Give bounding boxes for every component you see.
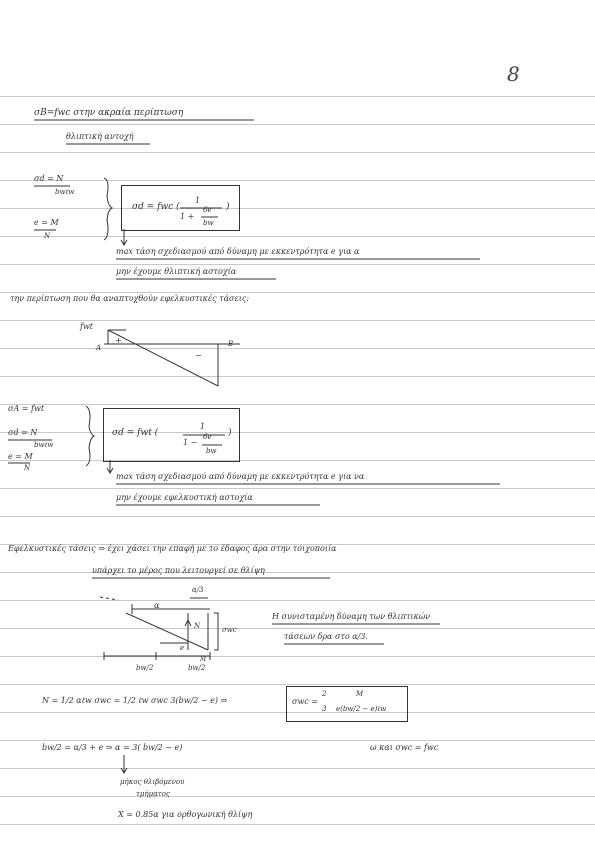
d2-label-m: M: [200, 656, 207, 663]
s1-formula-den-a: 1 +: [180, 212, 195, 221]
s4-note2: τμήματος: [136, 790, 170, 798]
s2-note2: μην έχουμε εφελκυστική αστοχία: [116, 493, 253, 502]
s2-sigma-a: σA = fwt: [8, 404, 45, 413]
s1-note2: μην έχουμε θλιπτική αστοχία: [116, 267, 237, 276]
page-number: 8: [507, 62, 520, 86]
brace-icon: [86, 406, 94, 466]
s3-line2: υπάρχει το μέρος που λειτουργεί σε θλίψη: [92, 566, 265, 575]
d2-label-a3: α/3: [192, 586, 204, 594]
d1-label-a: A: [96, 344, 102, 352]
d2-note1: Η συνισταμένη δύναμη των θλιπτικών: [272, 612, 431, 621]
s1-formula-lhs: σd = fwc (: [132, 202, 180, 212]
s1-formula-num: 1: [195, 196, 201, 205]
s1-e-den: N: [44, 232, 51, 240]
d1-label-minus: −: [195, 351, 202, 360]
s2-formula-lhs: σd = fwt (: [112, 428, 159, 438]
s2-formula-den-a: 1 −: [183, 438, 198, 447]
s1-line2: θλιπτική αντοχή: [66, 132, 134, 141]
s4-eq1-frac1-num: 2: [322, 690, 327, 698]
s4-note1: μήκος θλιβόμενου: [120, 778, 185, 786]
s4-eq1-box-lhs: σwc =: [292, 697, 319, 706]
d2-label-bw2-right: bw/2: [188, 664, 206, 672]
s2-sigma-den: bwℓw: [34, 441, 54, 449]
d2-note2: τάσεων δρα στο α/3.: [284, 632, 368, 641]
s1-note3: την περίπτωση που θα αναπτυχθούν εφελκυστικές τάσεις:: [10, 294, 250, 303]
s2-formula-den-frac-den: bw: [206, 447, 217, 455]
s1-sigma-den: bwℓw: [55, 188, 75, 196]
s4-eq2: bw/2 = α/3 + e ⇒ α = 3( bw/2 − e): [42, 743, 183, 752]
s2-e-den: N: [24, 464, 31, 472]
d1-diagonal: [108, 330, 218, 386]
s1-formula-rhs: ): [226, 202, 230, 212]
d2-label-e: e: [180, 644, 185, 652]
s2-formula-num: 1: [200, 422, 206, 431]
s1-sigma-def: σd = N: [34, 174, 64, 183]
s2-sigma-def: σd = N: [8, 428, 38, 437]
d1-label-fwt: fwt: [80, 322, 94, 331]
brace-icon: [104, 178, 112, 240]
d2-label-sigma: σwc: [222, 626, 237, 634]
s2-formula-den-frac-num: 6e: [203, 433, 212, 441]
s1-line1: σΒ=fwc στην ακραία περίπτωση: [34, 108, 184, 118]
d2-sigma-bracket: [214, 613, 218, 650]
s1-note1: max τάση σχεδιασμού από δύναμη με εκκεντρότητα e για α: [116, 247, 360, 256]
s2-note1: max τάση σχεδιασμού από δύναμη με εκκεντρότητα e για να: [116, 472, 365, 481]
s3-line1: Εφελκυστικές τάσεις ⇒ έχει χάσει την επαφή με το έδαφος άρα στην τοιχοποιία: [8, 544, 337, 553]
d2-dashed-line: [100, 597, 118, 600]
s1-formula-den-frac-den: bw: [203, 219, 214, 227]
s1-e-def: e = M: [34, 218, 59, 227]
d2-diagonal: [126, 613, 208, 650]
s4-eq2-right: ω και σwc = fwc: [370, 743, 439, 752]
s4-eq1-frac2-num: M: [356, 690, 364, 698]
d1-label-b: B: [228, 340, 234, 348]
s1-formula-den-frac-num: 6e: [203, 206, 212, 214]
d2-label-n: N: [194, 622, 201, 630]
d2-label-bw2-left: bw/2: [136, 664, 154, 672]
s4-final: X = 0.85α για ορθογωνική θλίψη: [118, 810, 253, 819]
s4-eq1-frac1-den: 3: [322, 705, 327, 713]
s4-eq1: N = 1/2 αℓw σwc = 1/2 ℓw σwc 3(bw/2 − e) ⇒: [42, 696, 228, 705]
d1-label-plus: +: [115, 336, 122, 345]
s4-eq1-frac2-den: e(bw/2 − e)ℓw: [336, 705, 387, 713]
s2-formula-rhs: ): [228, 428, 232, 438]
d2-label-a: α: [154, 601, 160, 610]
s2-e-def: e = M: [8, 452, 33, 461]
